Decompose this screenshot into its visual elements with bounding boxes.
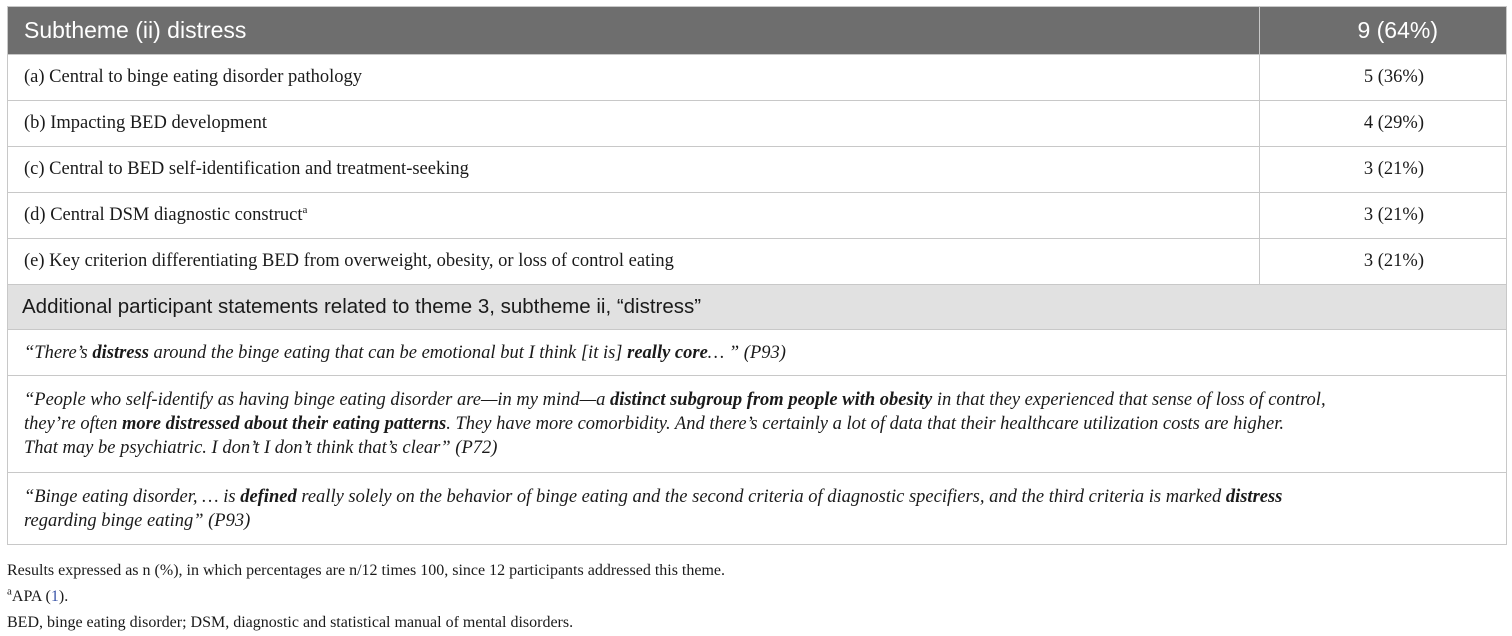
quote-emphasis: distinct subgroup from people with obesity — [609, 390, 933, 410]
footnote-text: APA ( — [11, 588, 51, 605]
table-row — [8, 147, 1507, 193]
footnote-abbreviations: BED, binge eating disorder; DSM, diagnostic and statistical manual of mental disorders. — [7, 614, 574, 631]
quote-text — [8, 473, 1507, 545]
quote-row — [8, 330, 1507, 376]
row-label: (d) Central DSM diagnostic construct — [24, 205, 303, 225]
quote-segment: really solely on the behavior of binge eating and the second criteria of diagnostic specifiers, and the third criteria is marked — [296, 486, 1226, 507]
row-label: (a) Central to binge eating disorder pathology — [8, 55, 1260, 101]
quote-segment: “People who self-identify as having binge eating disorder are—in my mind—a — [24, 390, 610, 410]
row-value: 5 (36%) — [1260, 55, 1507, 101]
footnote-apa — [7, 584, 725, 610]
quote-segment: That may be psychiatric. I don’t I don’t think that’s clear” (P72) — [24, 438, 498, 458]
quote-emphasis: more distressed about their eating patterns — [121, 414, 447, 434]
quote-row — [8, 376, 1507, 473]
quote-row — [8, 473, 1507, 545]
subheader-title: Additional participant statements related to theme 3, subtheme ii, “distress” — [8, 285, 1507, 330]
table-row — [8, 55, 1507, 101]
quote-segment: “Binge eating disorder, … is — [24, 486, 241, 507]
header-title: Subtheme (ii) distress — [8, 7, 1260, 55]
row-value: 3 (21%) — [1260, 193, 1507, 239]
footnote-marker: a — [7, 585, 12, 598]
row-label: (b) Impacting BED development — [8, 101, 1260, 147]
quote-emphasis: distress — [92, 342, 149, 363]
quote-segment: they’re often — [24, 414, 122, 434]
table-header-row — [8, 7, 1507, 55]
quote-segment: … ” (P93) — [707, 342, 786, 363]
row-label-cell — [8, 193, 1260, 239]
quote-segment: . They have more comorbidity. And there’s certainly a lot of data that their healthcare utilization costs are higher. — [446, 414, 1284, 434]
quote-emphasis: distress — [1225, 486, 1283, 507]
table-row — [8, 239, 1507, 285]
table-footnotes — [7, 558, 725, 636]
results-table — [7, 6, 1507, 545]
row-value: 3 (21%) — [1260, 147, 1507, 193]
quote-emphasis: defined — [240, 486, 297, 507]
table-row — [8, 101, 1507, 147]
table-row — [8, 193, 1507, 239]
reference-link[interactable]: 1 — [50, 588, 59, 605]
row-value: 4 (29%) — [1260, 101, 1507, 147]
row-value: 3 (21%) — [1260, 239, 1507, 285]
row-label: (e) Key criterion differentiating BED from overweight, obesity, or loss of control eating — [8, 239, 1260, 285]
subheader-row — [8, 285, 1507, 330]
quote-emphasis: really core — [627, 342, 708, 363]
footnote-results: Results expressed as n (%), in which percentages are n/12 times 100, since 12 participants addressed this theme. — [7, 562, 726, 579]
footnote-marker: a — [302, 203, 308, 216]
quote-segment: “There’s — [24, 342, 93, 363]
footnote-text: ). — [58, 588, 69, 605]
header-count: 9 (64%) — [1260, 7, 1507, 55]
quote-segment: in that they experienced that sense of loss of control, — [932, 390, 1326, 410]
quote-text — [8, 330, 1507, 376]
quote-segment: around the binge eating that can be emotional but I think [it is] — [148, 342, 628, 363]
row-label: (c) Central to BED self-identification and treatment-seeking — [8, 147, 1260, 193]
quote-segment: regarding binge eating” (P93) — [24, 510, 251, 531]
quote-text — [8, 376, 1507, 473]
